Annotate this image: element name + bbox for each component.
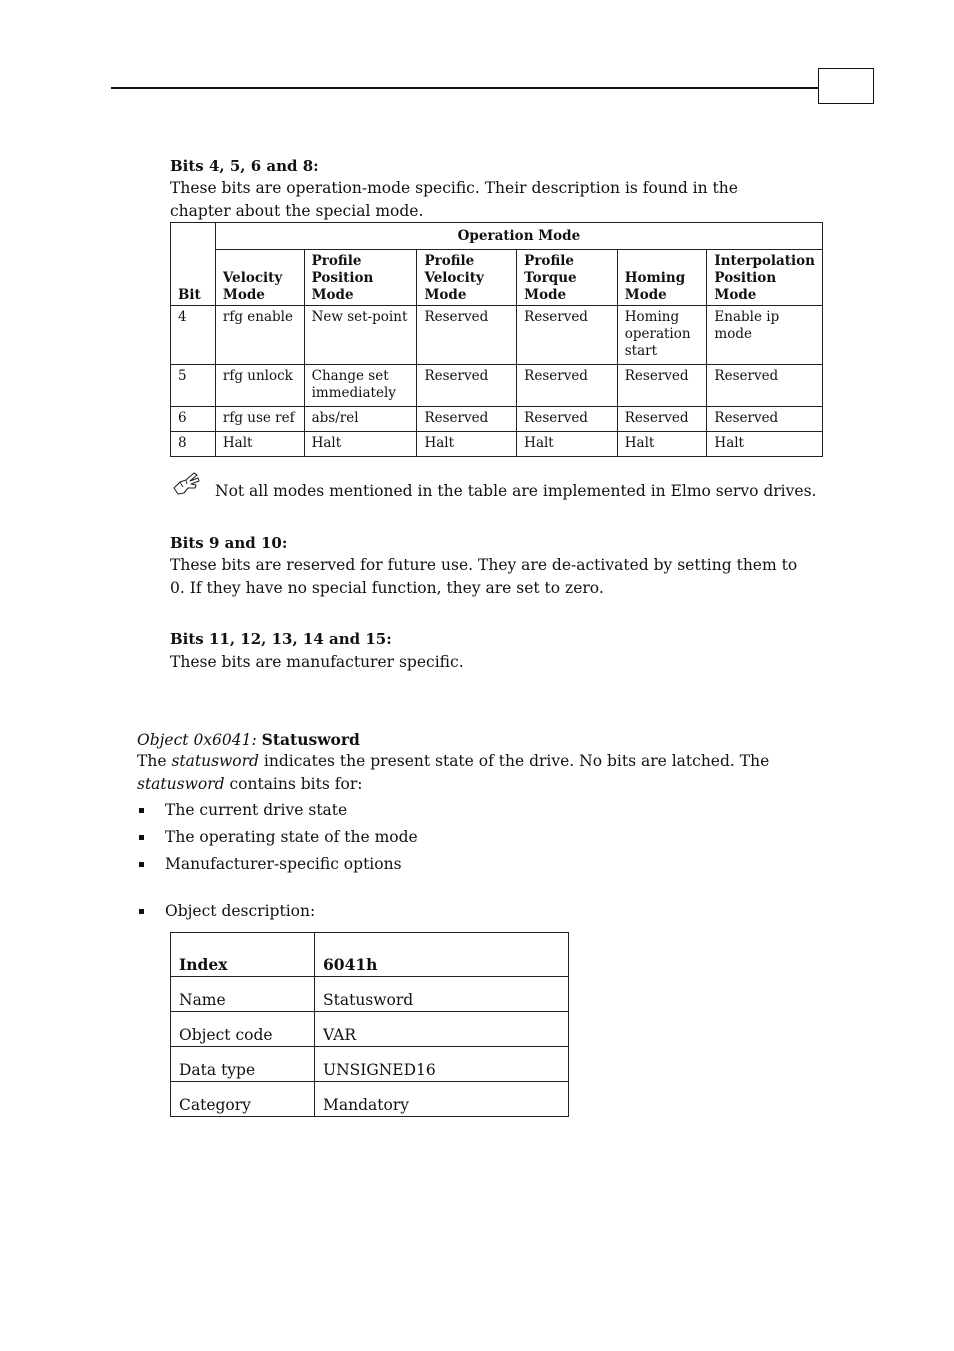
table-cell: Reserved (517, 407, 618, 432)
table-cell: 6041h (315, 933, 569, 977)
table-cell: UNSIGNED16 (315, 1047, 569, 1082)
table-cell: Object code (171, 1012, 315, 1047)
intro-text: indicates the present state of the drive. No bits are latched. The (263, 752, 770, 770)
table-cell: Reserved (517, 306, 618, 365)
table-row (171, 432, 823, 457)
table-cell: Reserved (417, 407, 517, 432)
table-cell: Reserved (617, 365, 707, 407)
intro-term: statusword (137, 775, 225, 793)
table-cell: Category (171, 1082, 315, 1117)
table-row (171, 1082, 569, 1117)
list-item: Object description: (137, 898, 315, 925)
table-cell: Halt (617, 432, 707, 457)
table-cell: Name (171, 977, 315, 1012)
bits-11-15-text: These bits are manufacturer specific. (170, 653, 464, 671)
object-intro (137, 750, 827, 796)
note-pointing-hand-icon (172, 470, 202, 496)
table-cell: Halt (304, 432, 417, 457)
column-header-velocity: Velocity Mode (215, 250, 304, 306)
object-description-table (170, 932, 569, 1117)
table-cell: VAR (315, 1012, 569, 1047)
table-cell: Reserved (707, 407, 823, 432)
operation-mode-header: Operation Mode (215, 223, 822, 250)
table-row (171, 306, 823, 365)
table-cell: Reserved (417, 306, 517, 365)
table-cell: abs/rel (304, 407, 417, 432)
header-rule (111, 87, 819, 89)
table-row (171, 1047, 569, 1082)
table-cell: Reserved (707, 365, 823, 407)
page-number-box (818, 68, 874, 104)
list-item: The current drive state (137, 797, 418, 824)
bits-4568-text: These bits are operation-mode specific. Their description is found in the chapter about the special mode. (170, 179, 738, 220)
table-cell: 5 (171, 365, 216, 407)
table-row (171, 1012, 569, 1047)
table-row (171, 933, 569, 977)
column-header-profile-velocity: Profile Velocity Mode (417, 250, 517, 306)
object-prefix: Object 0x6041: (137, 731, 257, 749)
bits-9-10-heading: Bits 9 and 10: (170, 534, 288, 552)
table-cell: Mandatory (315, 1082, 569, 1117)
table-cell: Halt (215, 432, 304, 457)
table-cell: Data type (171, 1047, 315, 1082)
table-cell: 8 (171, 432, 216, 457)
table-cell: Halt (517, 432, 618, 457)
table-cell: Halt (417, 432, 517, 457)
operation-mode-table (170, 222, 823, 457)
intro-text: The (137, 752, 167, 770)
bits-4568-heading: Bits 4, 5, 6 and 8: (170, 157, 319, 175)
table-cell: Change set immediately (304, 365, 417, 407)
table-row (171, 977, 569, 1012)
table-cell: Statusword (315, 977, 569, 1012)
table-cell: Index (171, 933, 315, 977)
intro-term: statusword (171, 752, 259, 770)
bits-9-10-text: These bits are reserved for future use. They are de-activated by setting them to 0. If they have no special function, they are set to zero. (170, 556, 798, 597)
column-header-homing: Homing Mode (617, 250, 707, 306)
table-cell: Reserved (417, 365, 517, 407)
table-cell: rfg unlock (215, 365, 304, 407)
table-cell: 4 (171, 306, 216, 365)
bits-11-15-heading: Bits 11, 12, 13, 14 and 15: (170, 630, 392, 648)
table-cell: New set-point (304, 306, 417, 365)
column-header-interpolation: Interpolation Position Mode (707, 250, 823, 306)
table-cell: Homing operation start (617, 306, 707, 365)
object-description-bullet (137, 898, 315, 925)
table-cell: rfg enable (215, 306, 304, 365)
table-cell: Enable ip mode (707, 306, 823, 365)
column-header-profile-position: Profile Position Mode (304, 250, 417, 306)
object-name: Statusword (261, 730, 360, 749)
table-row (171, 365, 823, 407)
table-cell: Reserved (517, 365, 618, 407)
table-cell: 6 (171, 407, 216, 432)
table-cell: rfg use ref (215, 407, 304, 432)
table-row (171, 407, 823, 432)
note-text: Not all modes mentioned in the table are implemented in Elmo servo drives. (215, 482, 817, 500)
column-header-bit: Bit (171, 223, 216, 306)
statusword-bullet-list (137, 797, 418, 878)
object-title (137, 728, 360, 752)
intro-text: contains bits for: (229, 775, 363, 793)
column-header-profile-torque: Profile Torque Mode (517, 250, 618, 306)
table-cell: Halt (707, 432, 823, 457)
list-item: The operating state of the mode (137, 824, 418, 851)
table-cell: Reserved (617, 407, 707, 432)
list-item: Manufacturer-specific options (137, 851, 418, 878)
